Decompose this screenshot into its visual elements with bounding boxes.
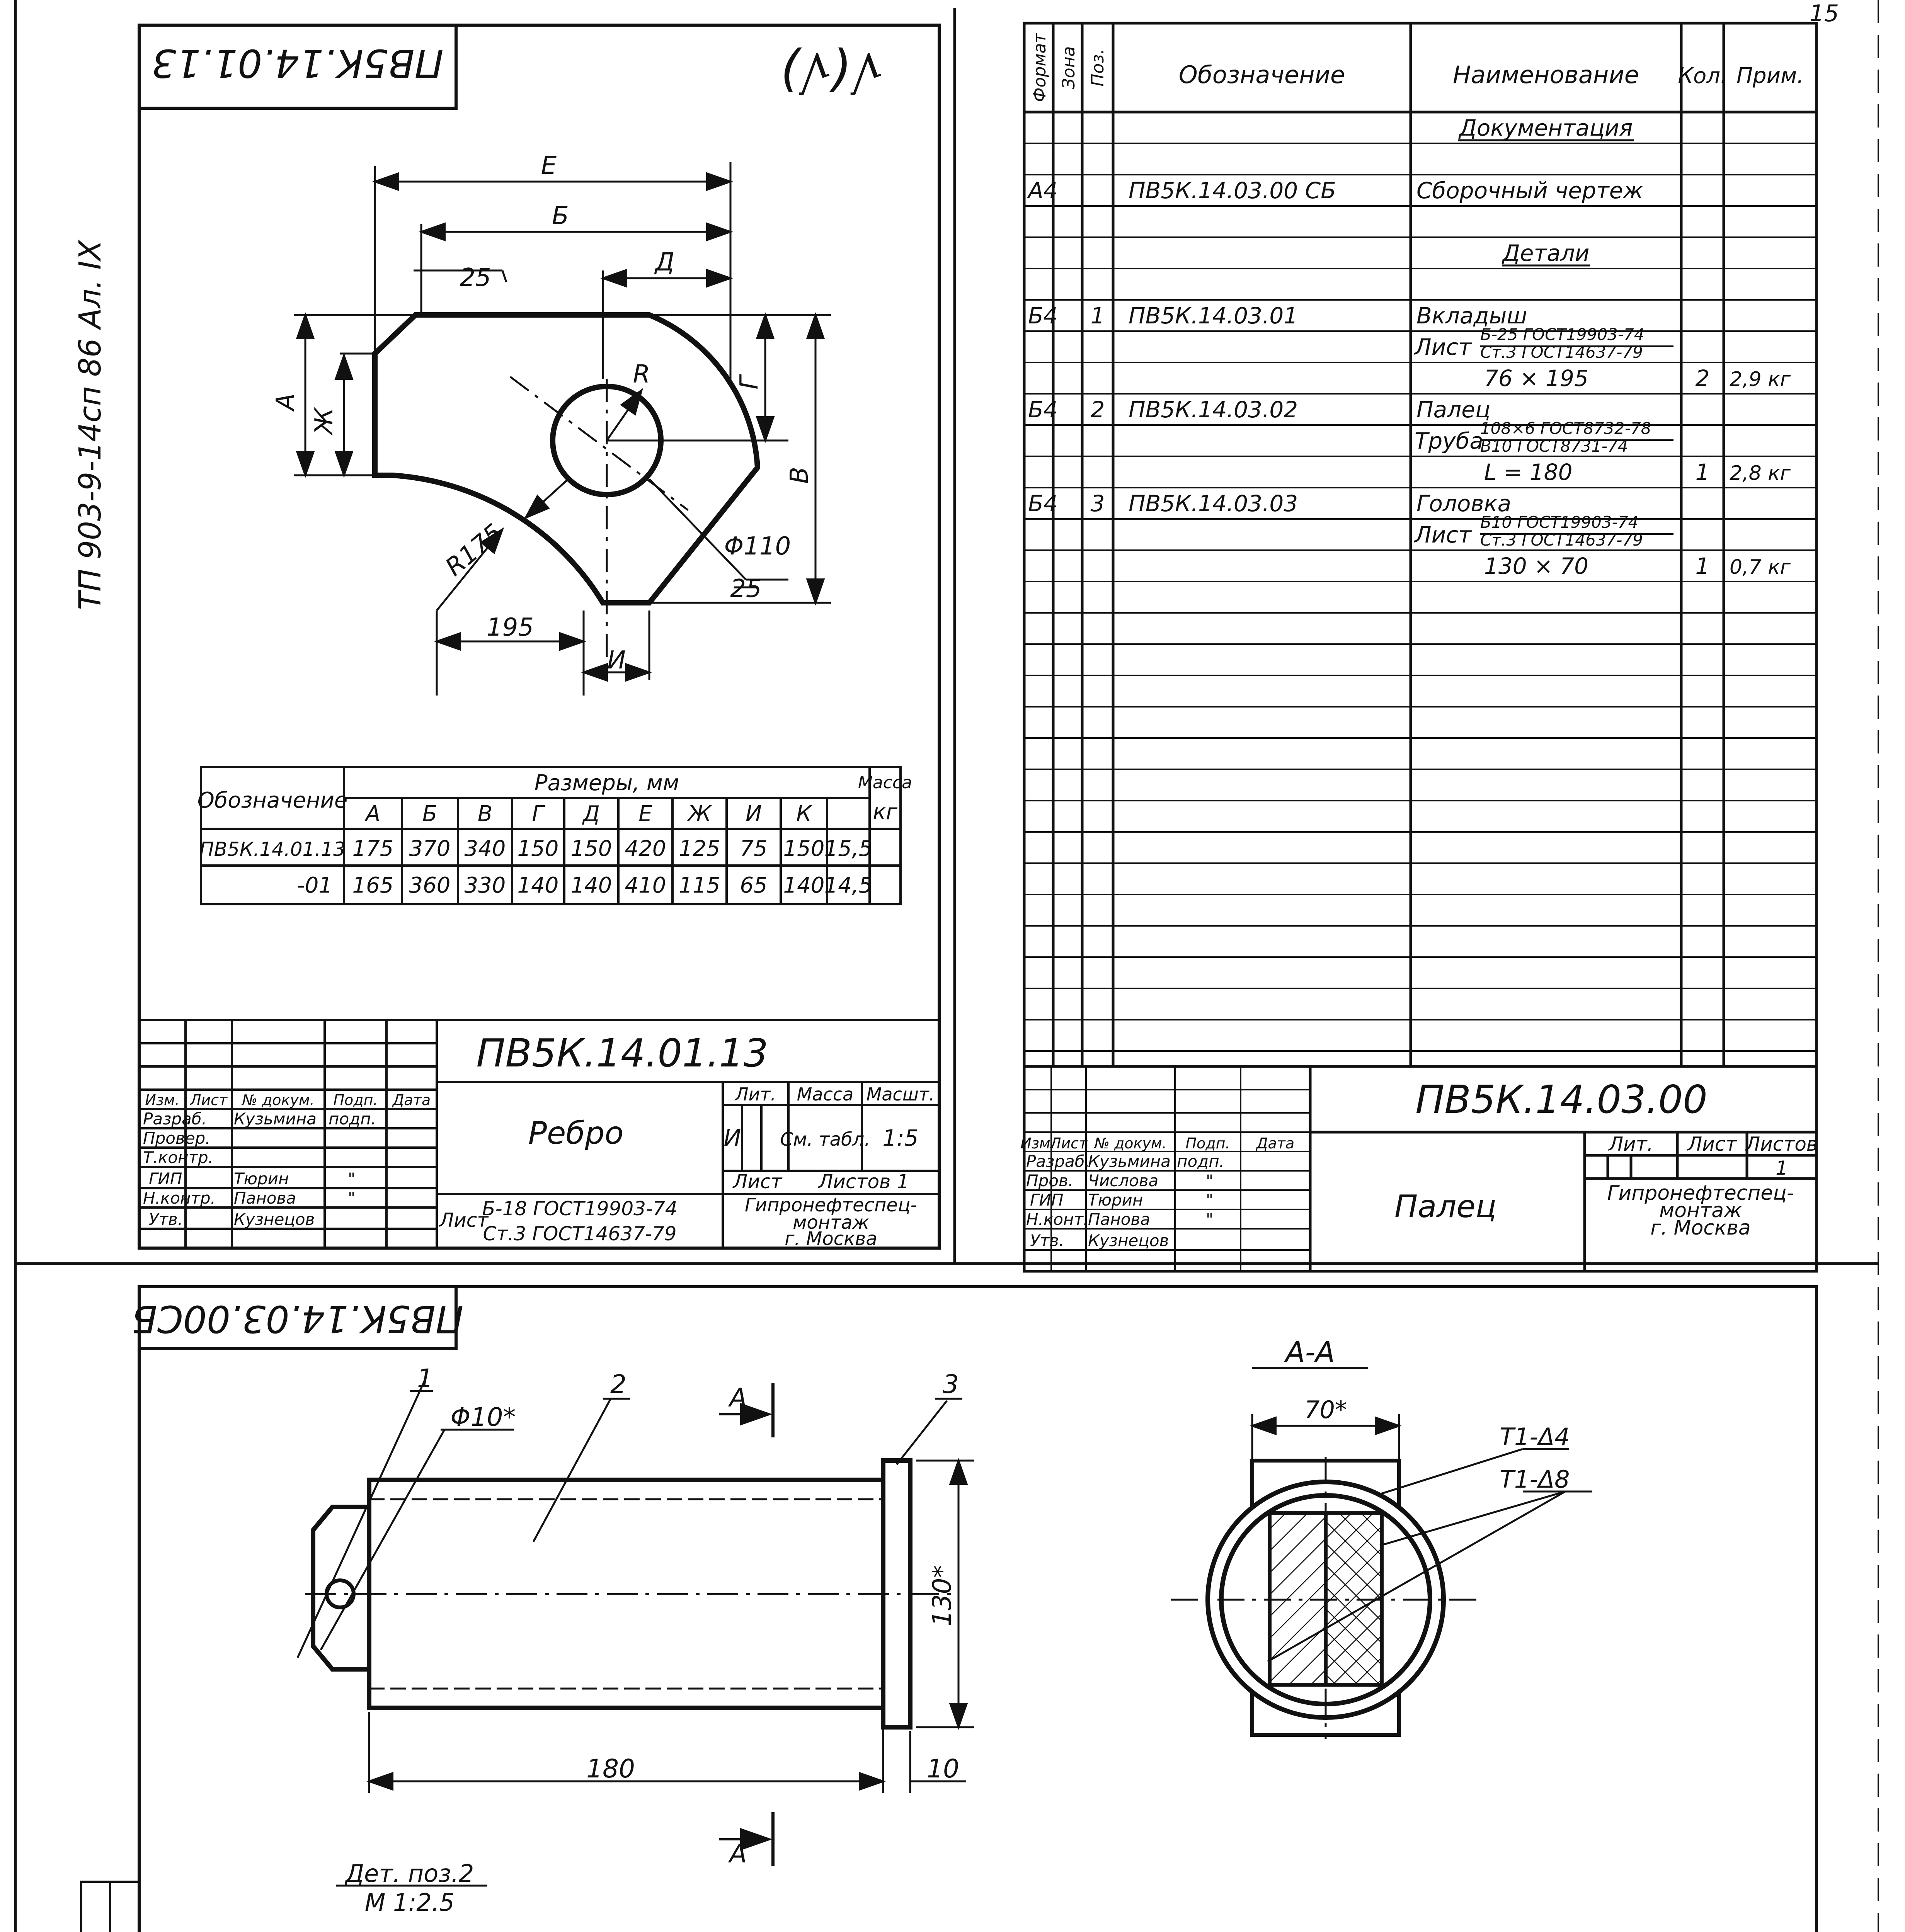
dim-I: И — [607, 646, 626, 675]
section-title: А-А — [1285, 1336, 1335, 1369]
dim-d10: Φ10* — [450, 1402, 516, 1432]
ribbon-tb-material: Б-18 ГОСТ19903-74 — [482, 1197, 678, 1220]
spec-cell-name: Сборочный чертеж — [1416, 177, 1643, 204]
spec-cell-material: Б-25 ГОСТ19903-74 — [1480, 325, 1645, 344]
size-cell: 410 — [625, 873, 666, 898]
spec-cell-name: Палец — [1416, 396, 1491, 423]
ribbon-part-outline — [375, 315, 758, 603]
spec-cell-pos: 3 — [1090, 490, 1105, 517]
spec-cell-note: 2,9 кг — [1730, 368, 1791, 391]
spec-cell-name: 130 × 70 — [1484, 553, 1588, 579]
spec-cell-designation: ПВ5К.14.03.02 — [1129, 396, 1298, 423]
size-col-B: Б — [422, 801, 438, 827]
leader-1: 1 — [417, 1364, 433, 1393]
ribbon-tb-role: Провер. — [143, 1129, 211, 1148]
ribbon-tb-role: Т.контр. — [143, 1148, 214, 1167]
size-cell: 150 — [570, 836, 612, 861]
dim-180: 180 — [586, 1754, 635, 1784]
spec-tb-role: Н.конт. — [1026, 1210, 1089, 1229]
spec-cell-name: 76 × 195 — [1484, 365, 1588, 391]
size-cell: 175 — [352, 836, 394, 861]
spec-cell-qty: 1 — [1695, 553, 1710, 579]
dim-d110: Φ110 — [724, 532, 791, 561]
spec-cell-format: Б4 — [1028, 490, 1058, 517]
size-table-title: Размеры, мм — [534, 770, 679, 796]
size-cell: 150 — [517, 836, 559, 861]
dim-s25: 25 — [460, 264, 491, 292]
leader-3: 3 — [943, 1369, 959, 1399]
size-col-V: В — [477, 801, 493, 827]
spec-tb-org: монтаж — [1659, 1199, 1742, 1222]
size-cell: 420 — [625, 836, 666, 861]
size-table-col0: Обозначение — [197, 788, 348, 813]
spec-tb-role: Пров. — [1026, 1171, 1074, 1190]
size-table-mass: Масса — [858, 773, 912, 793]
ribbon-tb-head: Изм. — [145, 1092, 180, 1109]
dim-Zh: Ж — [310, 408, 339, 435]
spec-tb-sheet: Лист — [1687, 1133, 1737, 1155]
dim-V: В — [785, 467, 814, 484]
ribbon-tb-sheets: Листов 1 — [818, 1170, 909, 1193]
page-number: 15 — [1809, 0, 1839, 27]
size-cell: 125 — [679, 836, 720, 861]
size-cell: 340 — [464, 836, 506, 861]
ribbon-tb-role: Утв. — [149, 1210, 183, 1229]
pin-main-view — [298, 1379, 974, 1866]
spec-tb-sheets-v: 1 — [1776, 1157, 1788, 1179]
ribbon-tb-role: ГИП — [149, 1169, 182, 1188]
ribbon-tb-head: Лист — [190, 1092, 228, 1109]
ribbon-stamp-code: ПВ5К.14.01.13 — [152, 41, 444, 86]
spec-cell-note: 2,8 кг — [1730, 462, 1791, 485]
size-cell: 370 — [409, 836, 451, 861]
size-cell: 65 — [740, 873, 768, 898]
size-cell: 75 — [740, 836, 768, 861]
size-cell: 140 — [517, 873, 559, 898]
spec-head-zone: Зона — [1059, 46, 1079, 89]
dim-R175: R175 — [440, 519, 508, 582]
ribbon-tb-sign-cell: подп. — [329, 1109, 376, 1128]
spec-tb-lit: Лит. — [1609, 1133, 1653, 1155]
dim-D: Д — [655, 248, 674, 277]
spec-cell-designation: ПВ5К.14.03.03 — [1129, 490, 1298, 517]
spec-head-qty: Кол. — [1678, 63, 1727, 88]
ribbon-tb-material: Ст.3 ГОСТ14637-79 — [483, 1223, 677, 1245]
size-cell-mass: 14,5 — [824, 873, 873, 898]
spec-section-heading: Детали — [1502, 240, 1590, 266]
size-col-D: Д — [583, 801, 600, 827]
ribbon-tb-org: монтаж — [793, 1212, 869, 1233]
spec-head-name: Наименование — [1453, 61, 1639, 89]
ribbon-tb-org: Гипронефтеспец- — [745, 1194, 917, 1216]
ribbon-tb-name-cell: Кузнецов — [234, 1210, 315, 1229]
size-col-I: И — [746, 801, 762, 827]
dim-R: R — [633, 360, 650, 389]
spec-cell-qty: 1 — [1695, 459, 1710, 485]
ribbon-tb-sign-cell: " — [348, 1189, 356, 1208]
weld-2: Т1-Δ8 — [1500, 1465, 1570, 1493]
spec-tb-head: № докум. — [1094, 1135, 1167, 1152]
ribbon-tb-mass: Масса — [797, 1084, 854, 1105]
ribbon-tb-name-cell: Панова — [234, 1189, 296, 1208]
leader-2: 2 — [610, 1369, 626, 1399]
ribbon-tb-head: Подп. — [333, 1092, 378, 1109]
dim-E: Е — [541, 151, 557, 180]
size-cell-mass: 15,5 — [824, 836, 873, 861]
dim-130: 130* — [927, 1565, 957, 1627]
ribbon-tb-material: Лист — [439, 1209, 489, 1231]
size-cell: 330 — [464, 873, 506, 898]
dim-G: Г — [735, 376, 764, 389]
roughness-sign: √(√) — [779, 42, 883, 101]
spec-tb-role: Утв. — [1030, 1231, 1064, 1250]
spec-tb-name-cell: Числова — [1088, 1171, 1159, 1190]
assembly-sheet — [132, 1287, 1817, 1932]
size-col-K: К — [796, 801, 812, 827]
spec-cell-name: L = 180 — [1484, 459, 1573, 485]
spec-cell-name: Лист — [1415, 334, 1471, 360]
ribbon-tb-name: Ребро — [528, 1115, 624, 1151]
ribbon-tb-mass-v: См. табл. — [780, 1129, 870, 1150]
size-cell: 165 — [352, 873, 394, 898]
spec-tb-head: Лист — [1050, 1135, 1088, 1152]
spec-tb-role: ГИП — [1030, 1190, 1064, 1209]
spec-cell-format: Б4 — [1028, 303, 1058, 329]
spec-cell-material: В10 ГОСТ8731-74 — [1480, 437, 1628, 456]
spec-tb-name-cell: Кузнецов — [1088, 1231, 1169, 1250]
spec-cell-designation: ПВ5К.14.03.00 СБ — [1129, 177, 1336, 204]
size-cell: 150 — [783, 836, 825, 861]
spec-cell-name: Головка — [1416, 490, 1512, 517]
size-cell: 140 — [783, 873, 825, 898]
spec-tb-role: Разраб. — [1026, 1152, 1090, 1171]
dim-10: 10 — [927, 1754, 959, 1784]
spec-cell-designation: ПВ5К.14.03.01 — [1129, 303, 1298, 329]
spec-tb-head: Дата — [1256, 1135, 1295, 1152]
spec-tb-head: Подп. — [1185, 1135, 1230, 1152]
spec-cell-material: Б10 ГОСТ19903-74 — [1480, 513, 1639, 532]
size-col-G: Г — [532, 801, 544, 827]
spec-sheet — [1020, 0, 1839, 1271]
spec-tb-sheets: Листов — [1745, 1133, 1818, 1155]
spec-tb-name: Палец — [1394, 1189, 1496, 1225]
ribbon-tb-head: Дата — [392, 1092, 431, 1109]
size-cell: 115 — [679, 873, 720, 898]
ribbon-tb-scale-v: 1:5 — [882, 1125, 919, 1151]
ribbon-tb-role: Н.контр. — [143, 1189, 216, 1208]
det2-title: Дет. поз.2 — [345, 1859, 474, 1888]
spec-tb-org: г. Москва — [1650, 1216, 1751, 1240]
spec-section-heading: Документация — [1459, 115, 1633, 141]
size-cell: 360 — [409, 873, 451, 898]
spec-head-format: Формат — [1030, 33, 1050, 102]
ribbon-tb-head: № докум. — [242, 1092, 315, 1109]
ribbon-tb-name-cell: Тюрин — [234, 1169, 289, 1188]
section-mark-bottom: А — [729, 1839, 747, 1869]
size-row-2-name: -01 — [297, 873, 332, 898]
spec-cell-material: 108×6 ГОСТ8732-78 — [1480, 419, 1651, 438]
spec-cell-material: Ст.3 ГОСТ14637-79 — [1480, 531, 1643, 549]
ribbon-tb-role: Разраб. — [143, 1109, 207, 1128]
sheet-frame — [15, 0, 1878, 1932]
spec-head-note: Прим. — [1736, 63, 1804, 88]
ribbon-tb-scale-h: Масшт. — [866, 1084, 935, 1105]
side-label: ТП 903-9-14сп 86 Ал. IX — [73, 240, 108, 610]
size-col-E: Е — [638, 801, 652, 827]
spec-cell-format: Б4 — [1028, 396, 1058, 423]
det2-scale: М 1:2.5 — [364, 1888, 455, 1917]
size-row-1-name: ПВ5К.14.01.13 — [199, 838, 346, 861]
spec-cell-name: Лист — [1415, 522, 1471, 548]
spec-tb-name-cell: Панова — [1088, 1210, 1150, 1229]
spec-tb-sign-cell: " — [1206, 1171, 1214, 1190]
size-col-Zh: Ж — [688, 801, 712, 827]
spec-tb-name-cell: Тюрин — [1088, 1190, 1143, 1209]
weld-1: Т1-Δ4 — [1500, 1423, 1570, 1451]
spec-tb-name-cell: Кузьмина — [1088, 1152, 1171, 1171]
spec-cell-note: 0,7 кг — [1730, 556, 1791, 579]
spec-tb-sign-cell: подп. — [1177, 1152, 1225, 1171]
left-strip — [81, 1882, 139, 1932]
spec-cell-pos: 1 — [1090, 303, 1105, 329]
assembly-stamp-code: ПВ5К.14.03.00СБ — [131, 1297, 464, 1340]
spec-cell-name: Труба — [1415, 428, 1483, 454]
ribbon-sheet — [139, 25, 939, 1250]
dim-A: А — [271, 393, 300, 410]
ribbon-tb-lit-v: И — [724, 1124, 741, 1151]
size-table-mass-unit: кг — [873, 799, 897, 825]
ribbon-tb-org: г. Москва — [785, 1228, 877, 1250]
dim-B: Б — [552, 202, 569, 230]
dim-70: 70* — [1304, 1396, 1347, 1424]
spec-cell-pos: 2 — [1090, 396, 1105, 423]
spec-tb-head: Изм. — [1020, 1135, 1055, 1152]
spec-cell-name: Вкладыш — [1416, 303, 1527, 329]
spec-tb-code: ПВ5К.14.03.00 — [1415, 1077, 1708, 1122]
ribbon-tb-sheet: Лист — [733, 1170, 782, 1193]
dim-s25b: 25 — [730, 575, 762, 603]
ribbon-tb-sign-cell: " — [348, 1169, 356, 1188]
size-col-A: А — [365, 801, 381, 827]
spec-tb-sign-cell: " — [1206, 1210, 1214, 1229]
ribbon-tb-name-cell: Кузьмина — [234, 1109, 317, 1128]
ribbon-tb-code: ПВ5К.14.01.13 — [476, 1031, 768, 1076]
spec-cell-format: А4 — [1028, 177, 1058, 204]
spec-tb-org: Гипронефтеспец- — [1607, 1182, 1794, 1205]
spec-head-designation: Обозначение — [1178, 61, 1345, 89]
spec-cell-material: Ст.3 ГОСТ14637-79 — [1480, 343, 1643, 362]
spec-cell-qty: 2 — [1695, 365, 1710, 391]
ribbon-tb-lit: Лит. — [735, 1084, 776, 1105]
spec-head-pos: Поз. — [1088, 49, 1108, 87]
size-cell: 140 — [570, 873, 612, 898]
dim-195: 195 — [486, 613, 534, 642]
spec-tb-sign-cell: " — [1206, 1190, 1214, 1209]
section-mark-top: А — [729, 1383, 747, 1413]
